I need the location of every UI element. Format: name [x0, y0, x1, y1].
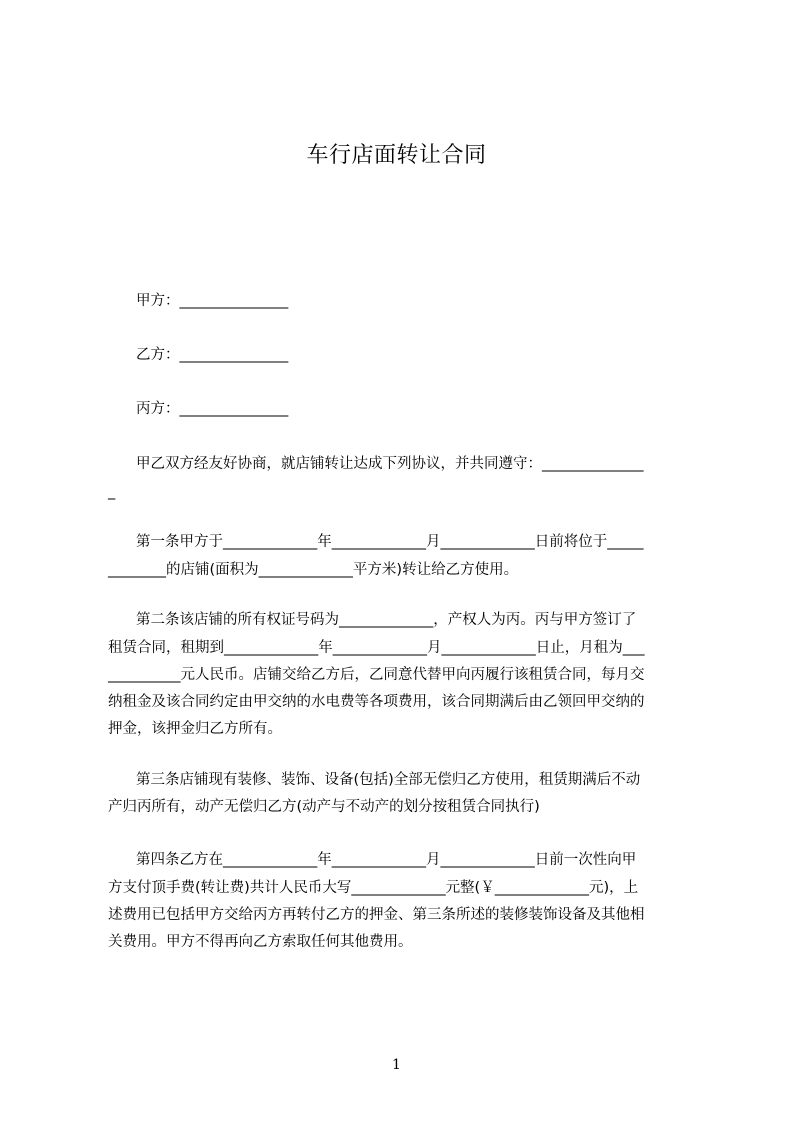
page-number: 1	[392, 1057, 401, 1073]
article-4-line-1: 第四条乙方在_____________年_____________月_____________日前一次性向甲	[136, 852, 637, 868]
party-c-line: 丙方：_______________	[136, 401, 289, 417]
article-4-line-2: 方支付顶手费(转让费)共计人民币大写_____________元整(￥_____________元)，上	[108, 880, 639, 896]
intro-line-1: 甲乙双方经友好协商，就店铺转让达成下列协议，并共同遵守：______________	[136, 456, 644, 472]
article-2-line-5: 押金，该押金归乙方所有。	[108, 721, 282, 737]
article-2-line-4: 纳租金及该合同约定由甲交纳的水电费等各项费用，该合同期满后由乙领回甲交纳的	[108, 694, 645, 710]
article-1-line-1: 第一条甲方于_____________年_____________月_____________日前将位于_____	[136, 534, 644, 550]
article-2-line-2: 租赁合同，租期到_____________年_____________月_____________日止，月租为___	[108, 640, 645, 656]
article-3-line-2: 产归丙所有，动产无偿归乙方(动产与不动产的划分按租赁合同执行)	[108, 799, 540, 815]
article-1-line-2: ________的店铺(面积为_____________平方米)转让给乙方使用。	[108, 562, 519, 578]
document-title: 车行店面转让合同	[306, 143, 487, 168]
party-b-line: 乙方：_______________	[136, 347, 289, 363]
article-2-line-3: __________元人民币。店铺交给乙方后，乙同意代替甲向丙履行该租赁合同，每月交	[108, 667, 645, 683]
article-2-line-1: 第二条该店铺的所有权证号码为_____________，产权人为丙。丙与甲方签订了	[136, 612, 637, 628]
party-a-line: 甲方：_______________	[136, 293, 289, 309]
article-4-line-4: 关费用。甲方不得再向乙方索取任何其他费用。	[108, 934, 413, 950]
article-3-line-1: 第三条店铺现有装修、装饰、设备(包括)全部无偿归乙方使用，租赁期满后不动	[136, 772, 641, 788]
article-4-line-3: 述费用已包括甲方交给丙方再转付乙方的押金、第三条所述的装修装饰设备及其他相	[108, 907, 645, 923]
intro-line-2: _	[108, 484, 116, 500]
